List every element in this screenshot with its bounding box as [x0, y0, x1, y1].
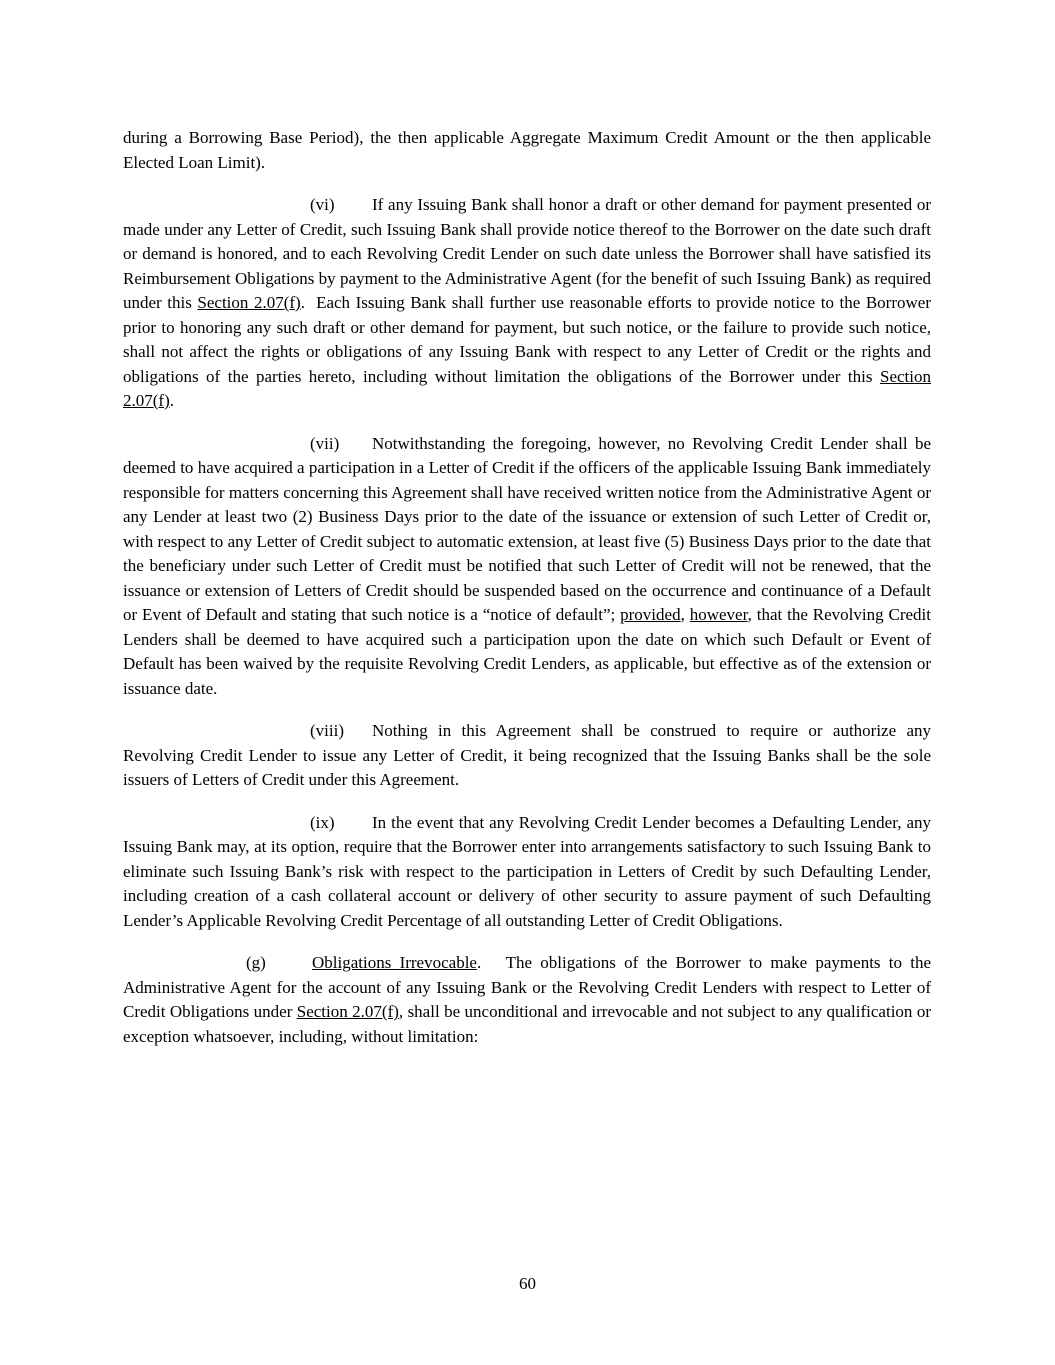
text-run: during a Borrowing Base Period), the then applicable Aggregate Maximum Credit Amount or the then applicable Elected Loan Limit).: [123, 128, 931, 172]
paragraph-label: (ix): [310, 812, 335, 832]
text-run: In the event that any Revolving Credit Lender becomes a Defaulting Lender, any Issuing Bank may, at its option, require that the Borrower enter into arrangements satisfactory to such Issuing Bank to eliminate such Issuing Bank’s risk with respect to the participation in Letters of Credit by such Defaulting Lender, including creation of a cash collateral account or delivery of other security to assure payment of such Defaulting Lender’s Applicable Revolving Credit Percentage of all outstanding Letter of Credit Obligations.: [123, 812, 931, 930]
paragraph-label: (vi): [310, 195, 335, 214]
paragraph: [123, 432, 931, 702]
text-run: . Each Issuing Bank shall further use reasonable efforts to provide notice to the Borrower prior to honoring any such draft or other demand for payment, but such notice, or the failure to provide such notice, shall not affect the rights or obligations of any Issuing Bank with respect to any Letter of Credit or the rights and obligations of the parties hereto, including without limitation the obligations of the Borrower under this: [123, 293, 931, 386]
text-run: Notwithstanding the foregoing, however, no Revolving Credit Lender shall be deemed to have acquired a participation in a Letter of Credit if the officers of the applicable Issuing Bank immediately responsible for matters concerning this Agreement shall have received written notice from the Administrative Agent or any Lender at least two (2) Business Days prior to the date of the issuance or extension of such Letter of Credit or, with respect to any Letter of Credit subject to automatic extension, at least five (5) Business Days prior to the date that the beneficiary under such Letter of Credit must be notified that such Letter of Credit will not be renewed, that the issuance or extension of Letters of Credit should be suspended based on the occurrence and continuance of a Default or Event of Default and stating that such notice is a “notice of default”;: [123, 433, 931, 624]
paragraph: [123, 193, 931, 414]
underlined-text: however: [689, 605, 748, 624]
paragraph: [123, 811, 931, 934]
page-number: 60: [519, 1274, 536, 1293]
paragraph-label: (viii): [310, 721, 344, 740]
paragraph: [123, 719, 931, 793]
paragraph-label: (g): [246, 953, 266, 972]
underlined-text: Section 2.07(f): [197, 293, 301, 312]
text-run: .: [169, 391, 174, 410]
underlined-text: Obligations Irrevocable: [312, 953, 477, 972]
text-run: , shall be unconditional and irrevocable and not subject to any qualification or exception whatsoever, including, without limitation:: [123, 1002, 931, 1046]
paragraph: [123, 951, 931, 1049]
paragraph: [123, 126, 931, 175]
paragraph-label: (vii): [310, 433, 340, 453]
text-run: ,: [680, 605, 690, 624]
text-run: Nothing in this Agreement shall be construed to require or authorize any Revolving Credit Lender to issue any Letter of Credit, it being recognized that the Issuing Banks shall be the sole issuers of Letters of Credit under this Agreement.: [123, 721, 931, 789]
underlined-text: Section 2.07(f): [123, 366, 931, 410]
text-run: If any Issuing Bank shall honor a draft or other demand for payment presented or made under any Letter of Credit, such Issuing Bank shall provide notice thereof to the Borrower on the date such draft or demand is honored, and to each Revolving Credit Lender on such date unless the Borrower shall have satisfied its Reimbursement Obligations by payment to the Administrative Agent (for the benefit of such Issuing Bank) as required under this: [123, 195, 931, 312]
underlined-text: provided: [620, 605, 681, 624]
text-run: . The obligations of the Borrower to make payments to the Administrative Agent for the account of any Issuing Bank or the Revolving Credit Lenders with respect to Letter of Credit Obligations under: [123, 953, 932, 1021]
document-body: [123, 126, 931, 1049]
underlined-text: Section 2.07(f): [296, 1002, 399, 1021]
text-run: , that the Revolving Credit Lenders shall be deemed to have acquired such a participation upon the date on which such Default or Event of Default has been waived by the requisite Revolving Credit Lenders, as applicable, but effective as of the extension or issuance date.: [123, 605, 932, 698]
